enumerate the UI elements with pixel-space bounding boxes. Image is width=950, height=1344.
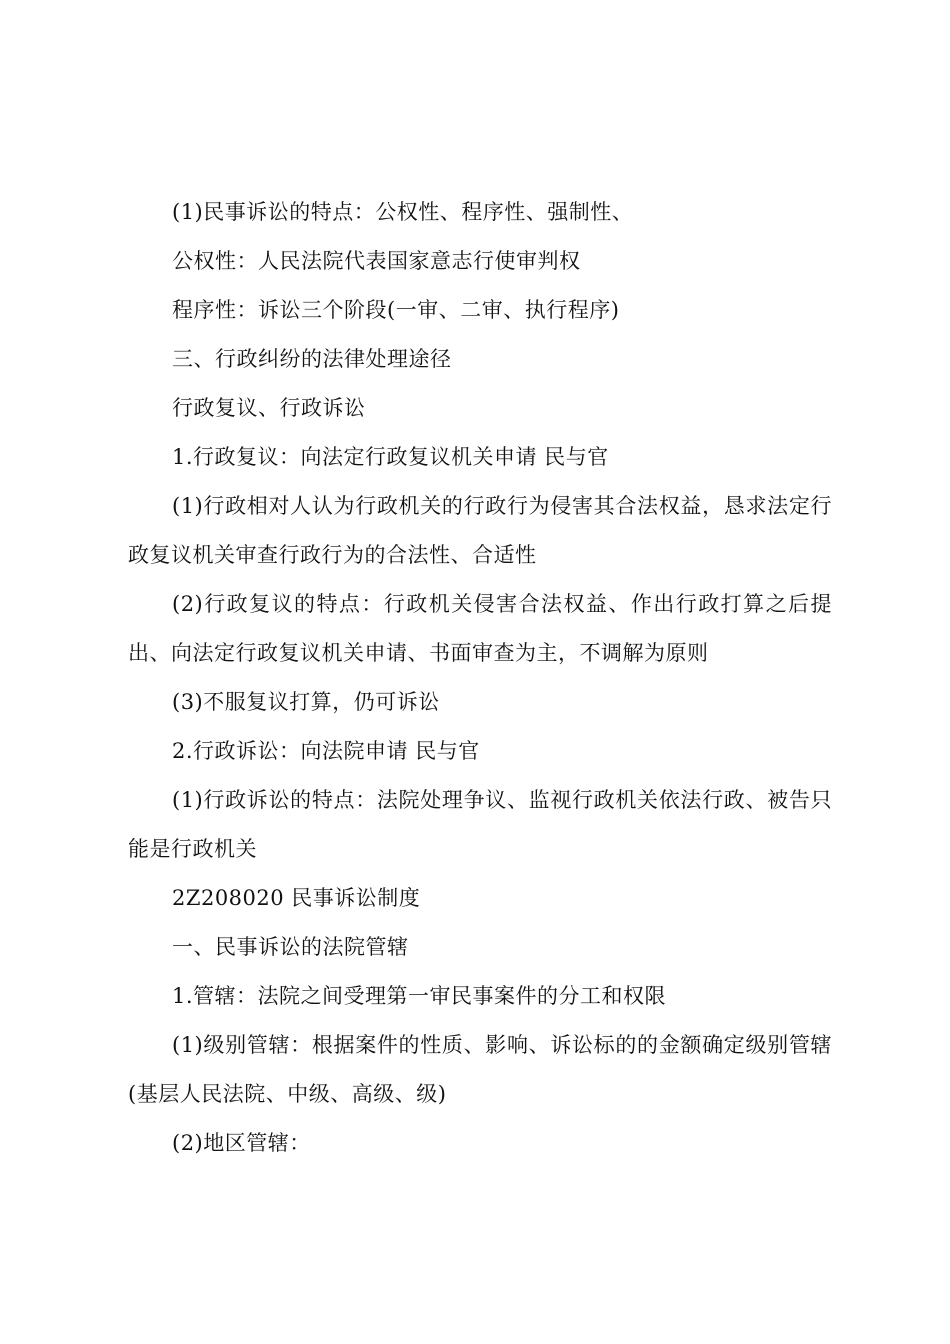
paragraph-review-appeal: (3)不服复议打算，仍可诉讼 — [172, 690, 440, 714]
paragraph-review-features: (2)行政复议的特点：行政机关侵害合法权益、作出行政打算之后提出、向法定行政复议机关申请、书面审查为主，不调解为原则 — [128, 592, 832, 665]
paragraph-review-and-litigation: 行政复议、行政诉讼 — [172, 396, 366, 420]
paragraph-procedural: 程序性：诉讼三个阶段(一审、二审、执行程序) — [172, 298, 620, 322]
paragraph-civil-litigation-features: (1)民事诉讼的特点：公权性、程序性、强制性、 — [172, 200, 634, 224]
paragraph-review-definition: (1)行政相对人认为行政机关的行政行为侵害其合法权益，恳求法定行政复议机关审查行政行为的合法性、合适性 — [128, 494, 832, 567]
paragraph-level-jurisdiction: (1)级别管辖：根据案件的性质、影响、诉讼标的的金额确定级别管辖(基层人民法院、中级、高级、级) — [128, 1033, 832, 1106]
section-heading-court-jurisdiction: 一、民事诉讼的法院管辖 — [172, 935, 409, 959]
section-code-civil-procedure: 2Z208020 民事诉讼制度 — [172, 886, 421, 910]
document-body — [128, 188, 832, 1168]
section-heading-administrative-disputes: 三、行政纠纷的法律处理途径 — [172, 347, 452, 371]
paragraph-jurisdiction-definition: 1.管辖：法院之间受理第一审民事案件的分工和权限 — [172, 984, 667, 1008]
paragraph-public-power: 公权性：人民法院代表国家意志行使审判权 — [172, 249, 581, 273]
paragraph-litigation-features: (1)行政诉讼的特点：法院处理争议、监视行政机关依法行政、被告只能是行政机关 — [128, 788, 832, 861]
paragraph-territorial-jurisdiction: (2)地区管辖： — [172, 1131, 311, 1155]
paragraph-administrative-review: 1.行政复议：向法定行政复议机关申请 民与官 — [172, 445, 609, 469]
paragraph-administrative-litigation: 2.行政诉讼：向法院申请 民与官 — [172, 739, 480, 763]
